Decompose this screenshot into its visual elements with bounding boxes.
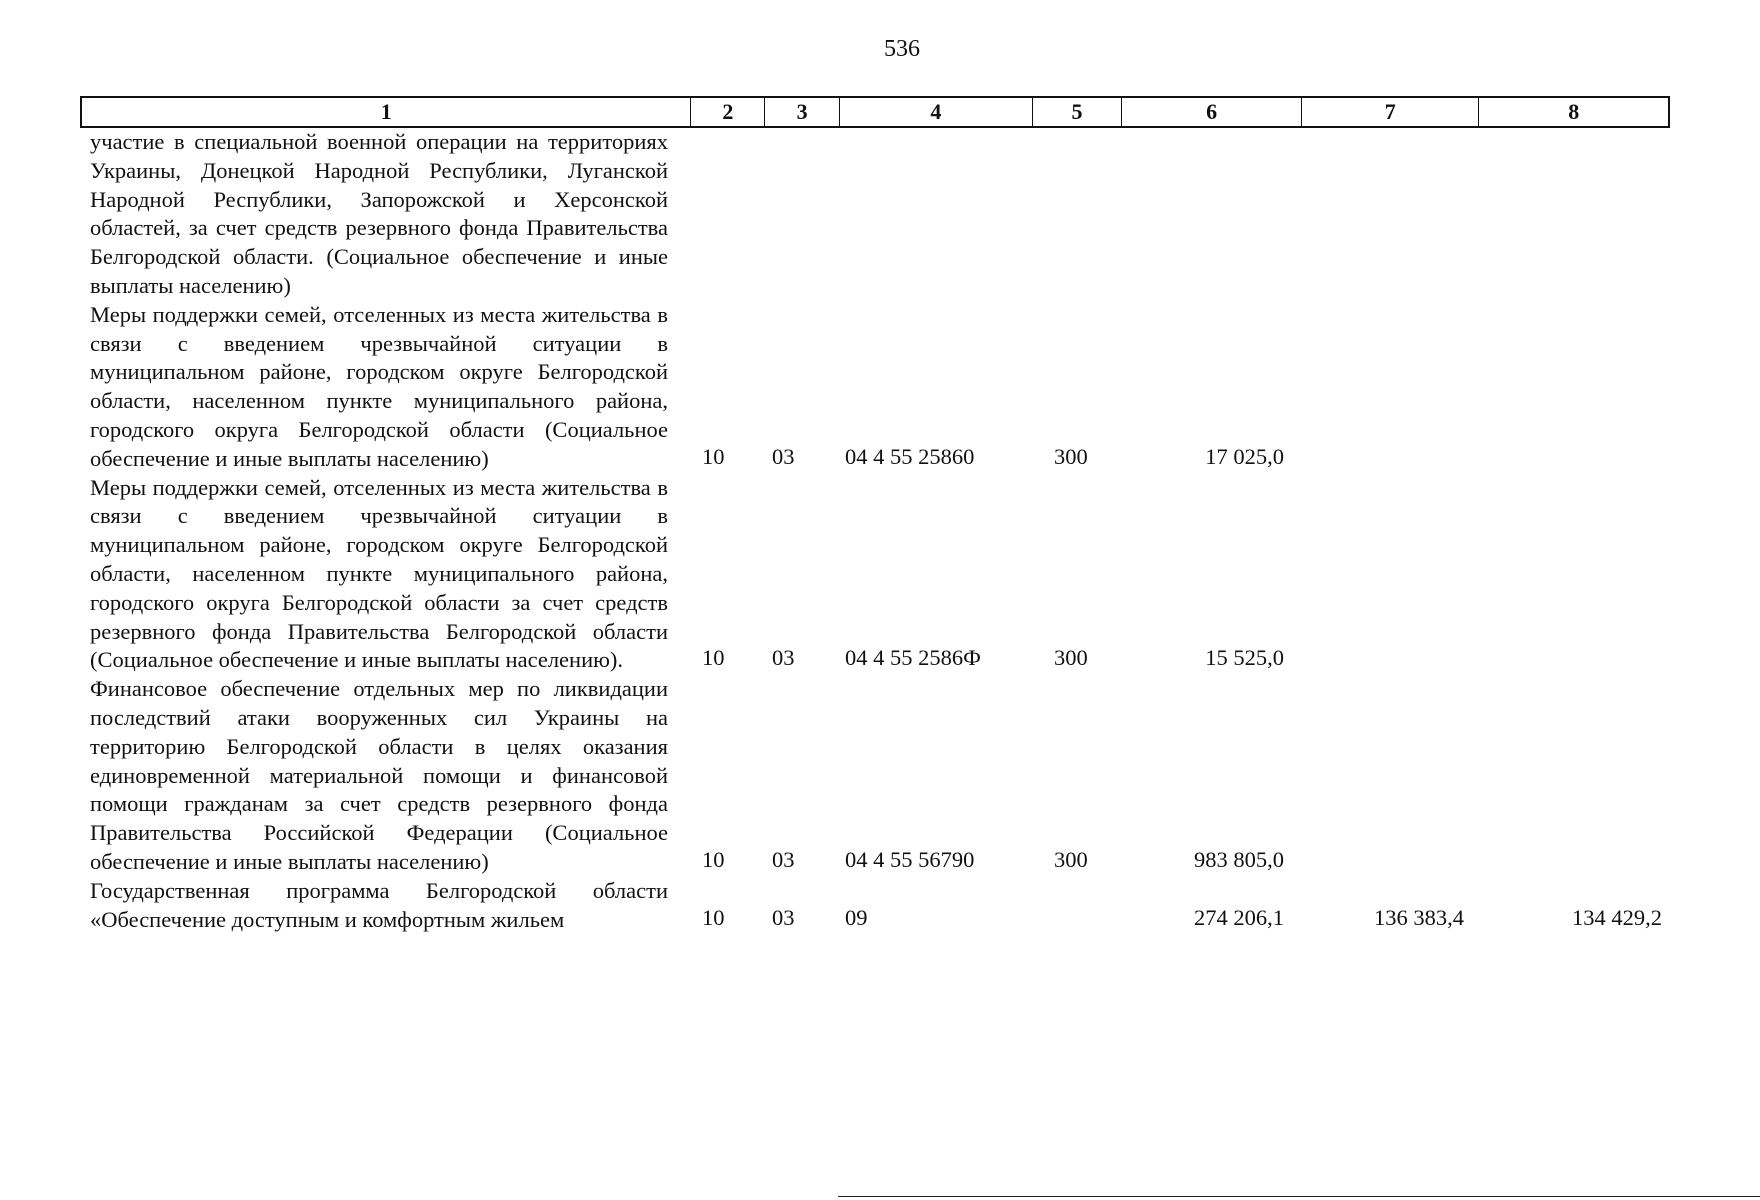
target-article-code: 04 4 55 2586Ф: [845, 645, 981, 671]
section-code: 10: [702, 645, 725, 671]
subsection-code: 03: [772, 645, 795, 671]
section-code: 10: [702, 443, 725, 469]
column-header-4: 4: [839, 98, 1032, 126]
row-description: Меры поддержки семей, отселенных из места жительства в связи с введением чрезвычайной ситуации в муниципальном районе, городском округе Белгородской области, населенном пункте муниципального района, городского округа Белгородской области за счет средств резервного фонда Правительства Белгородской области (Социальное обеспечение и иные выплаты населению).: [90, 474, 668, 673]
column-header-2: 2: [690, 98, 764, 126]
table-row: [80, 877, 1670, 935]
expense-type-code: 300: [1054, 645, 1088, 671]
expense-type-code: 300: [1054, 443, 1088, 469]
row-description: участие в специальной военной операции на территориях Украины, Донецкой Народной Республики, Луганской Народной Республики, Запорожской и Херсонской областей, за счет средств резервного фонда Правительства Белгородской области. (Социальное обеспечение и иные выплаты населению): [90, 129, 668, 298]
subsection-code: 03: [772, 904, 795, 930]
section-code: 10: [702, 846, 725, 872]
amount-col-6: 274 206,1: [1194, 904, 1284, 930]
section-code: 10: [702, 904, 725, 930]
column-header-8: 8: [1478, 98, 1668, 126]
amount-col-6: 15 525,0: [1205, 645, 1284, 671]
expense-type-code: 300: [1054, 846, 1088, 872]
table-row: [80, 128, 1670, 301]
row-description: Государственная программа Белгородской области «Обеспечение доступным и комфортным жильем: [90, 877, 668, 932]
table-row: [80, 675, 1670, 877]
table-row: [80, 474, 1670, 676]
row-description: Меры поддержки семей, отселенных из места жительства в связи с введением чрезвычайной ситуации в муниципальном районе, городском округе Белгородской области, населенном пункте муниципального района, городского округа Белгородской области (Социальное обеспечение и иные выплаты населению): [90, 301, 668, 471]
target-article-code: 04 4 55 25860: [845, 443, 975, 469]
table-column-header: [80, 96, 1670, 128]
column-header-3: 3: [764, 98, 839, 126]
column-header-6: 6: [1121, 98, 1301, 126]
amount-col-8: 134 429,2: [1572, 904, 1662, 930]
amount-col-6: 17 025,0: [1205, 443, 1284, 469]
table-body: [80, 128, 1670, 935]
column-header-5: 5: [1032, 98, 1122, 126]
column-header-7: 7: [1301, 98, 1479, 126]
subsection-code: 03: [772, 443, 795, 469]
bottom-rule: [838, 1196, 1760, 1197]
amount-col-7: 136 383,4: [1374, 904, 1464, 930]
subsection-code: 03: [772, 846, 795, 872]
amount-col-6: 983 805,0: [1194, 846, 1284, 872]
table-row: [80, 301, 1670, 474]
column-header-1: 1: [380, 99, 392, 124]
row-description: Финансовое обеспечение отдельных мер по ликвидации последствий атаки вооруженных сил Украины на территорию Белгородской области в целях оказания единовременной материальной помощи и финансовой помощи гражданам за счет средств резервного фонда Правительства Российской Федерации (Социальное обеспечение и иные выплаты населению): [90, 676, 668, 874]
page-number: 536: [884, 36, 920, 62]
target-article-code: 09: [845, 904, 868, 930]
target-article-code: 04 4 55 56790: [845, 846, 975, 872]
